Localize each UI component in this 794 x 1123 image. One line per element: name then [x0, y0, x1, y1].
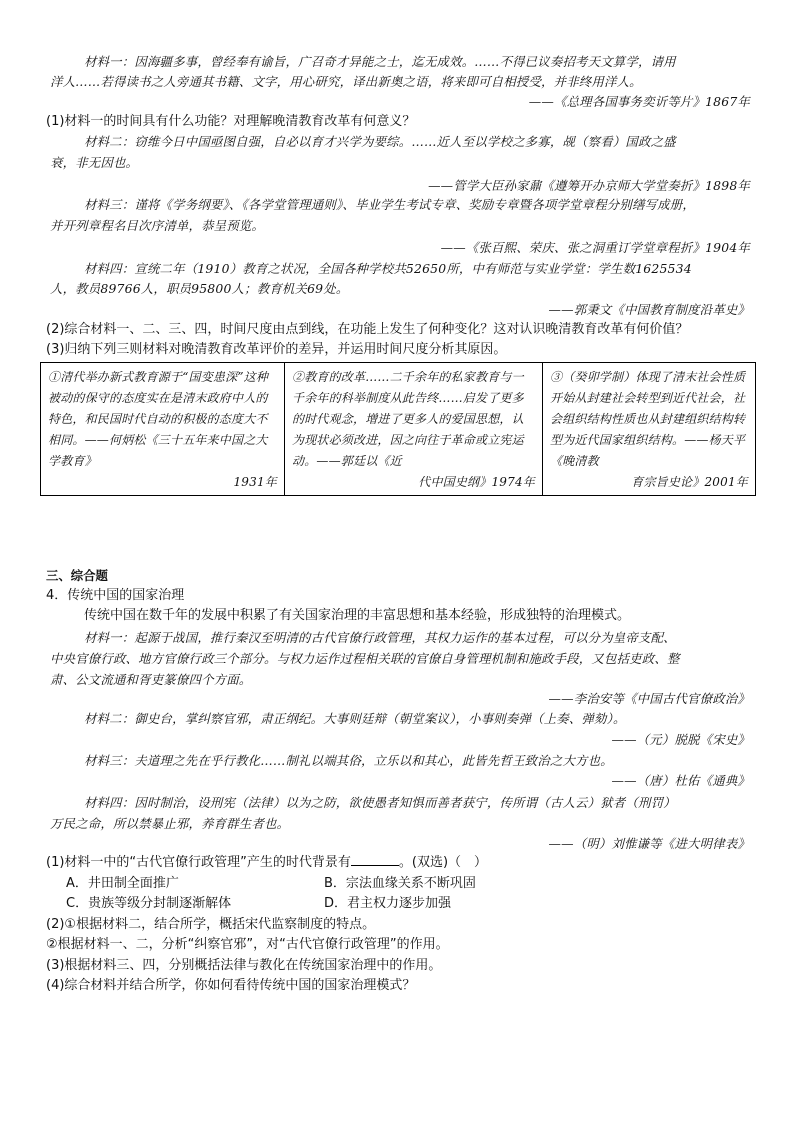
s3-material-1-source: ——李治安等《中国古代官僚政治》	[548, 691, 750, 706]
s3-material-4-line-1: 材料四：因时制治，设刑宪（法律）以为之防，欲使愚者知惧而善者获宁，传所谓（古人云）狱者（刑罚）	[84, 795, 676, 810]
material-2-line-2: 衰，非无因也。	[50, 155, 139, 170]
material-3-line-2: 并开列章程名目次序清单，恭呈预览。	[50, 218, 265, 233]
evaluation-table	[40, 362, 756, 496]
material-4-line-1: 材料四：宣统二年（1910）教育之状况，全国各种学校共52650所，中有师范与实业学堂：学生数1625534	[84, 261, 692, 276]
cell-2-year: 代中国史纲》1974年	[418, 475, 535, 489]
s3-material-3-line-1: 材料三：夫道理之先在乎行教化……制礼以端其俗，立乐以和其心，此皆先哲王致治之大方也。	[84, 753, 613, 768]
table-row	[41, 363, 756, 496]
table-cell-1	[41, 363, 285, 496]
material-3-source: ——《张百熙、荣庆、张之洞重订学堂章程折》1904年	[440, 240, 750, 255]
s3-question-1	[46, 853, 487, 873]
section-heading: 三、综合题	[46, 568, 108, 583]
s3-question-2a: (2)①根据材料二，结合所学，概括宋代监察制度的特点。	[46, 917, 376, 932]
option-d[interactable]: D．君主权力逐步加强	[324, 896, 452, 911]
s3-material-4-line-2: 万民之命，所以禁暴止邪，养育群生者也。	[50, 816, 290, 831]
table-cell-2	[285, 363, 543, 496]
question-3: (3)归纳下列三则材料对晚清教育改革评价的差异，并运用时间尺度分析其原因。	[46, 342, 507, 357]
material-4-source: ——郭秉文《中国教育制度沿革史》	[548, 302, 750, 317]
s3-material-1-line-1: 材料一：起源于战国，推行秦汉至明清的古代官僚行政管理，其权力运作的基本过程，可以分为皇帝支配、	[84, 630, 676, 645]
material-2-source: ——管学大臣孙家鼐《遵筹开办京师大学堂奏折》1898年	[428, 178, 750, 193]
cell-2-text: ②教育的改革……二千余年的私家教育与一千余年的科举制度从此告终……启发了更多的时代观念，增进了更多人的爱国思想，认为现状必须改进，因之向往于革命或立宪运动。——郭廷以《近	[292, 370, 524, 468]
s3-question-1-suffix: 。(双选)（ ）	[398, 855, 488, 870]
s3-material-2-source: ——（元）脱脱《宋史》	[611, 732, 750, 747]
s3-material-4-source: ——（明）刘惟谦等《进大明律表》	[548, 836, 750, 851]
cell-3-text: ③（癸卯学制）体现了清末社会性质开始从封建社会转型到近代社会，社会组织结构性质也从封建组织结构转型为近代国家组织结构。——杨天平《晚清教	[550, 370, 746, 468]
s3-question-1-text: (1)材料一中的“古代官僚行政管理”产生的时代背景有	[46, 855, 351, 870]
material-1-source: ——《总理各国事务奕䜣等片》1867年	[528, 94, 750, 109]
s3-material-1-line-2: 中央官僚行政、地方官僚行政三个部分。与权力运作过程相关联的官僚自身管理机制和施政手段，又包括吏政、整	[50, 651, 680, 666]
problem-title: 4．传统中国的国家治理	[46, 588, 185, 603]
question-1: (1)材料一的时间具有什么功能？对理解晚清教育改革有何意义？	[46, 114, 416, 129]
material-1-line-1: 材料一：因海疆多事，曾经奉有谕旨，广召奇才异能之士，迄无成效。……不得已议奏招考天文算学，请用	[84, 54, 676, 69]
material-3-line-1: 材料三：谨将《学务纲要》、《各学堂管理通则》、毕业学生考试专章、奖励专章暨各项学堂章程分别缮写成册，	[84, 197, 695, 212]
material-4-line-2: 人，教员89766人，职员95800人；教育机关69处。	[50, 281, 349, 296]
s3-question-4: (4)综合材料并结合所学，你如何看待传统中国的国家治理模式？	[46, 978, 416, 993]
cell-1-year: 1931年	[233, 475, 277, 489]
s3-material-1-line-3: 肃、公文流通和胥吏篆僚四个方面。	[50, 672, 252, 687]
cell-3-year: 育宗旨史论》2001年	[631, 475, 748, 489]
option-a[interactable]: A．井田制全面推广	[66, 876, 179, 891]
option-c[interactable]: C．贵族等级分封制逐渐解体	[66, 896, 232, 911]
material-1-line-2: 洋人……若得读书之人旁通其书籍、文字，用心研究，译出新奥之语，将来即可自相授受，并非终用洋人。	[50, 74, 642, 89]
cell-1-text: ①清代举办新式教育源于“国变患深”这种被动的保守的态度实在是清末政府中人的特色，和民国时代自动的积极的态度大不相同。——何炳松《三十五年来中国之大学教育》	[48, 370, 269, 468]
s3-material-2-line-1: 材料二：御史台，掌纠察官邪，肃正纲纪。大事则廷辩（朝堂案议），小事则奏弹（上奏、弹劾）。	[84, 711, 626, 726]
s3-material-3-source: ——（唐）杜佑《通典》	[611, 773, 750, 788]
answer-blank[interactable]	[351, 853, 399, 866]
option-b[interactable]: B．宗法血缘关系不断巩固	[324, 876, 476, 891]
s3-question-3: (3)根据材料三、四，分别概括法律与教化在传统国家治理中的作用。	[46, 958, 442, 973]
material-2-line-1: 材料二：窃维今日中国亟图自强，自必以育才兴学为要综。……近人至以学校之多寡，觇（察看）国政之盛	[84, 134, 676, 149]
s3-question-2b: ②根据材料一、二，分析“纠察官邪”，对“古代官僚行政管理”的作用。	[46, 937, 449, 952]
problem-intro: 传统中国在数千年的发展中积累了有关国家治理的丰富思想和基本经验，形成独特的治理模式。	[84, 608, 631, 623]
table-cell-3	[543, 363, 756, 496]
question-2: (2)综合材料一、二、三、四，时间尺度由点到线，在功能上发生了何种变化？这对认识晚清教育改革有何价值？	[46, 322, 689, 337]
